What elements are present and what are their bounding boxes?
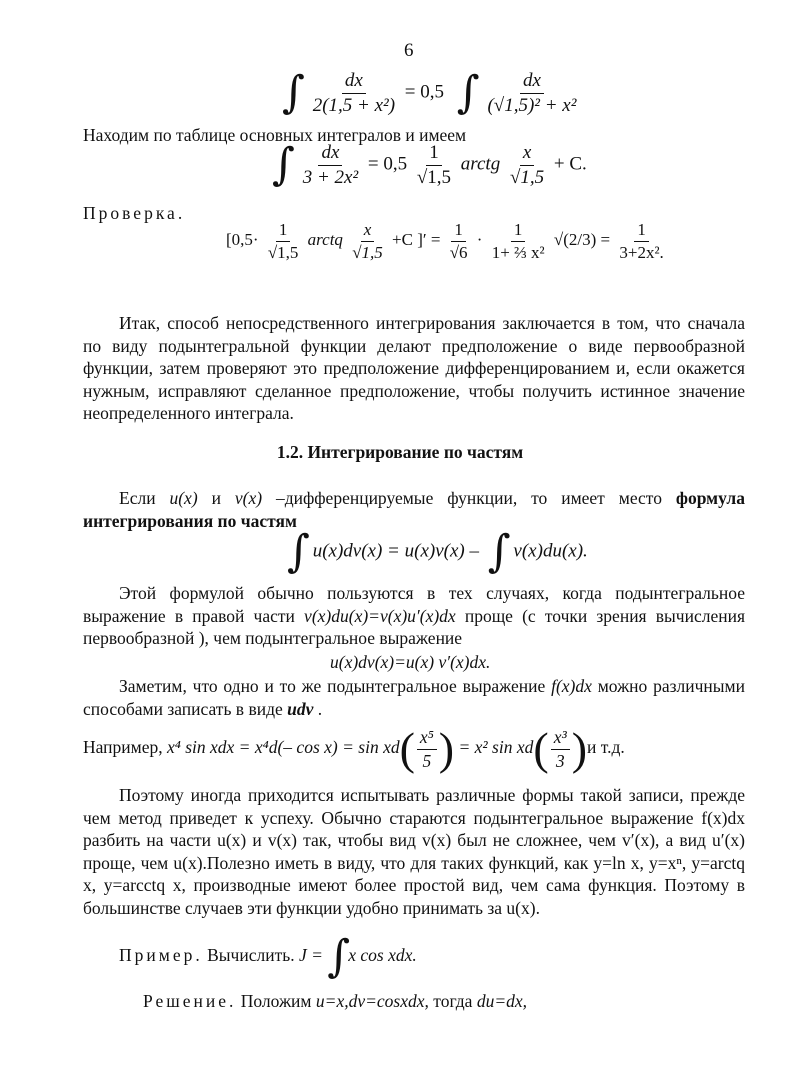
solution-then: тогда: [428, 991, 477, 1011]
section-title: 1.2. Интегрирование по частям: [276, 442, 524, 462]
eq1-lhs-fraction: [310, 70, 398, 117]
eq3-f3-num: 1: [634, 220, 649, 242]
example-problem-eq: J =: [298, 945, 323, 966]
paren-close-icon: ): [571, 723, 588, 774]
solution-expression: u=x,dv=cosxdx,: [315, 991, 429, 1011]
example-part-2: = x² sin xd: [458, 737, 534, 758]
eq3-f3-den: 3+2x².: [619, 242, 664, 262]
eq2-main-fraction: [300, 142, 361, 189]
eq1-lhs-num: dx: [342, 70, 366, 94]
eq3-coef-num: 1: [276, 220, 291, 242]
eq3-arg-fraction: [349, 220, 386, 262]
note-udv: udv: [287, 698, 314, 719]
eq3-f1-den: √6: [449, 242, 468, 262]
eq1-lhs-den: 2(1,5 + x²): [312, 94, 396, 116]
eq3-arg-num: x: [361, 220, 375, 242]
example-fraction-2: [551, 727, 570, 770]
paren-close-icon: ): [438, 723, 455, 774]
example-line: [83, 723, 625, 774]
paragraph-summary: Итак, способ непосредственного интегрирования заключается в том, что сначала по виду подынтегральной функции делают предположение о виде первообразной функции, затем проверяют это предположение дифференцированием и, если окажется нужным, исправляют сделанное предположение, чтобы получить истинное значение неопределенного интеграла.: [83, 313, 745, 424]
eq2-arg-fraction: [507, 142, 547, 189]
usage-part-a: Этой формулой обычно пользуются в тех случаях, когда подынтегральное выражение в правой части: [83, 583, 745, 626]
paren-open-icon: (: [533, 723, 549, 774]
example-f2-num: x³: [551, 727, 570, 749]
eq2-function: arctg: [460, 153, 501, 175]
example-f2-den: 3: [555, 750, 565, 771]
integral-sign-icon: ∫: [456, 67, 480, 119]
eq2-coef-fraction: [414, 142, 454, 189]
eq1-rhs-fraction: [484, 70, 579, 117]
note-part-a: Заметим, что одно и то же подынтегральное выражение: [119, 676, 552, 696]
paragraph-tries: Поэтому иногда приходится испытывать различные формы такой записи, прежде чем метод приведет к успеху. Обычно стараются подынтегральное выражение f(x)dx разбить на части u(x) и v(x) так, чтобы вид v(x) был не сложнее, чем v′(x), а вид u′(x) проще, чем u(x).Полезно иметь в виду, что для таких функций, как y=ln x, y=xⁿ, y=arctq x, y=arcctq x, производные имеют более простой вид, чем сама функция. Поэтому в большинстве случаев эти функции удобно принимать за u(x).: [83, 785, 745, 918]
eq3-function: arctq: [307, 229, 343, 249]
note-part-b: можно различными способами записать в виде: [83, 676, 745, 719]
usage-part-b: проще (с точки зрения вычисления первообразной ), чем подынтегральное выражение: [83, 605, 745, 649]
eq3-root: √(2/3): [553, 229, 597, 249]
eq2-equals: = 0,5: [367, 153, 408, 175]
solution-text: Положим: [236, 991, 316, 1011]
eq3-coef-fraction: [265, 220, 302, 262]
eq3-arg-den: √1,5: [352, 242, 383, 262]
eq3-f2-den: 1+ ⅔ x²: [491, 242, 545, 262]
centered-expression: u(x)dv(x)=u(x) v′(x)dx.: [330, 652, 491, 672]
solution-line: [143, 990, 527, 1012]
formula-intro-and: и: [197, 488, 235, 508]
page-number: 6: [404, 40, 414, 61]
integral-sign-icon: ∫: [272, 139, 295, 191]
note-part-c: .: [313, 698, 323, 719]
integral-sign-icon: ∫: [487, 526, 511, 577]
equation-3: [226, 220, 669, 262]
eq3-coef-den: √1,5: [267, 242, 299, 262]
eq3-open: [0,5·: [226, 229, 259, 249]
formula-intro-mid: –дифференцируемые функции, то имеет место: [262, 488, 676, 508]
formula-intro-prefix: Если: [119, 488, 170, 508]
eq2-arg-den: √1,5: [509, 166, 545, 188]
eq3-equals: =: [600, 229, 611, 249]
text-table-lookup: Находим по таблице основных интегралов и имеем: [83, 125, 467, 145]
formula-intro-v: v(x): [234, 488, 263, 508]
solution-label: Решение.: [143, 991, 237, 1011]
eq3-f2: [489, 220, 548, 262]
eq3-f3: [616, 220, 666, 262]
paragraph-note: [83, 675, 745, 720]
example-f1-den: 5: [422, 750, 432, 771]
example-problem-text: Вычислить.: [202, 945, 295, 966]
eq2-coef-den: √1,5: [416, 166, 452, 188]
paren-open-icon: (: [399, 723, 415, 774]
eq1-equals: = 0,5: [404, 81, 445, 103]
example-problem-label: Пример.: [119, 945, 203, 966]
eq4-lhs: u(x)dv(x) = u(x)v(x) –: [312, 540, 479, 562]
eq3-close: ]′ =: [417, 229, 441, 249]
paragraph-usage: [83, 582, 745, 650]
example-label: Например,: [83, 737, 163, 758]
integral-sign-icon: ∫: [327, 931, 351, 982]
check-label: Проверка.: [83, 203, 186, 223]
paragraph-formula-intro: [83, 487, 745, 532]
eq2-num: dx: [318, 142, 342, 166]
formula-intro-u: u(x): [169, 488, 198, 508]
equation-4: [287, 526, 588, 577]
eq3-f1-num: 1: [451, 220, 466, 242]
eq1-rhs-den: (√1,5)² + x²: [487, 94, 577, 116]
example-fraction-1: [417, 727, 437, 770]
example-problem: [119, 931, 417, 982]
example-part-1: x⁴ sin xdx = x⁴d(– cos x) = sin xd: [167, 737, 400, 758]
example-problem-integrand: x cos xdx.: [348, 945, 417, 966]
eq4-rhs: v(x)du(x).: [513, 540, 588, 562]
equation-1: [282, 67, 581, 119]
usage-expression: v(x)du(x)=v(x)u′(x)dx: [304, 605, 456, 626]
eq2-coef-num: 1: [426, 142, 442, 166]
integral-sign-icon: ∫: [287, 526, 310, 577]
eq3-plus-c: +C: [392, 229, 413, 249]
eq1-rhs-num: dx: [520, 70, 544, 94]
eq2-arg-num: x: [520, 142, 534, 166]
eq2-den: 3 + 2x²: [302, 166, 359, 188]
eq3-f1: [447, 220, 471, 262]
example-f1-num: x⁵: [417, 727, 437, 749]
integral-sign-icon: ∫: [282, 67, 305, 119]
formula-intro-bold: формула интегрирования по частям: [83, 488, 745, 531]
eq2-tail: + C.: [553, 153, 587, 175]
solution-du: du=dx,: [476, 991, 528, 1011]
example-tail: и т.д.: [587, 737, 625, 758]
note-fx: f(x)dx: [551, 676, 592, 696]
eq3-f2-num: 1: [511, 220, 526, 242]
eq3-dot: ·: [476, 229, 483, 249]
equation-2: [272, 139, 587, 191]
